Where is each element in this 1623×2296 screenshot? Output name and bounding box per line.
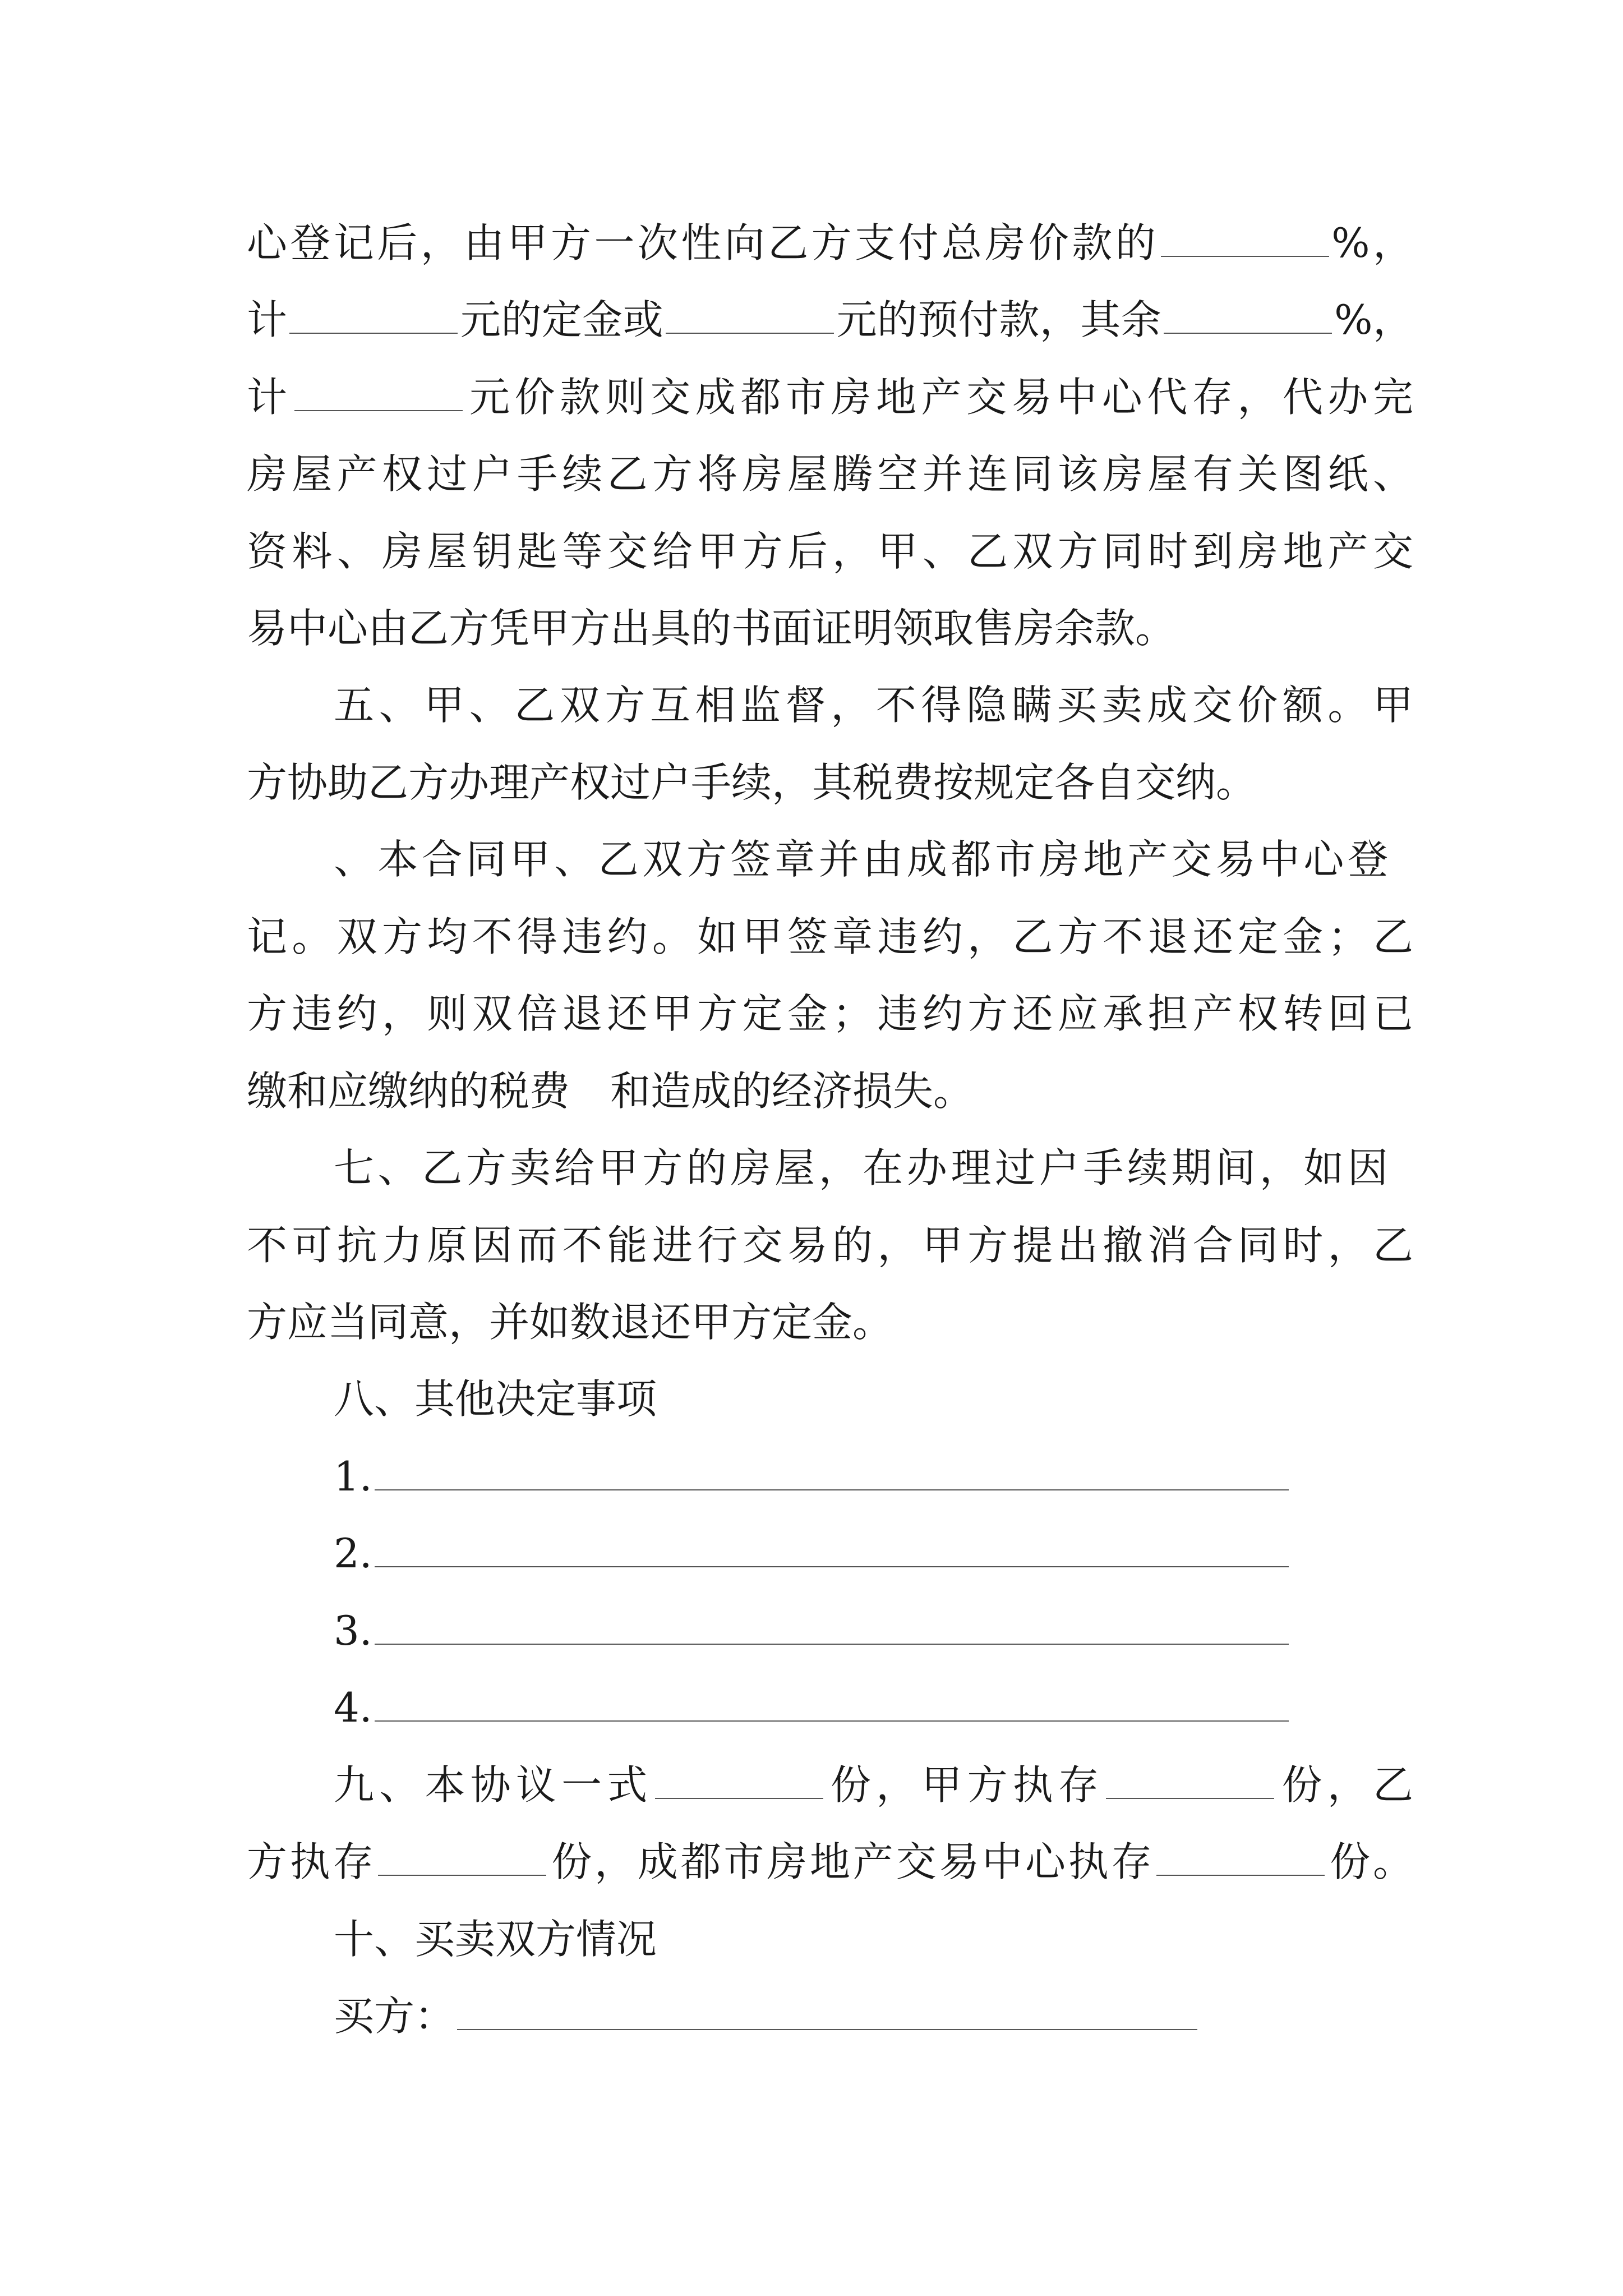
text-segment: 份，成都市房地产交易中心执存: [548, 1838, 1155, 1885]
paragraph-line: [247, 215, 1413, 271]
text-segment: 份。: [1327, 1838, 1413, 1885]
text-segment: 心登记后，由甲方一次性向乙方支付总房价款的: [247, 219, 1159, 266]
buyer-line: [334, 1988, 1200, 2044]
fill-blank: [289, 293, 458, 334]
list-item: [334, 1680, 1291, 1736]
fill-blank: [378, 1835, 546, 1876]
fill-blank: [1156, 1835, 1325, 1876]
paragraph-line: 方应当同意，并如数退还甲方定金。: [247, 1299, 893, 1346]
paragraph-line: 记。双方均不得违约。如甲签章违约，乙方不退还定金；乙: [247, 913, 1413, 960]
paragraph-line: [247, 369, 1413, 425]
list-number: 1.: [334, 1453, 372, 1500]
paragraph-line: 方协助乙方办理产权过户手续，其税费按规定各自交纳。: [247, 759, 1257, 806]
paragraph-line: 易中心由乙方凭甲方出具的书面证明领取售房余款。: [247, 605, 1176, 652]
text-segment: 计: [247, 374, 292, 421]
paragraph-line: 、本合同甲、乙双方签章并由成都市房地产交易中心登: [334, 836, 1388, 883]
list-number: 4.: [334, 1684, 372, 1731]
text-segment: 份，甲方执存: [825, 1761, 1104, 1809]
text-segment: 元的预付款，其余: [836, 296, 1162, 343]
text-segment: 方执存: [247, 1838, 376, 1885]
paragraph-line: 五、甲、乙双方互相监督，不得隐瞒买卖成交价额。甲: [334, 682, 1413, 729]
text-segment: 九、本协议一式: [334, 1761, 653, 1809]
paragraph-line: 资料、房屋钥匙等交给甲方后，甲、乙双方同时到房地产交: [247, 528, 1413, 575]
paragraph-line: 七、乙方卖给甲方的房屋，在办理过户手续期间，如因: [334, 1144, 1388, 1191]
list-number: 2.: [334, 1530, 372, 1577]
paragraph-line: [247, 292, 1413, 348]
paragraph-line: 方违约，则双倍退还甲方定金；违约方还应承担产权转回已: [247, 990, 1413, 1037]
paragraph-line: 房屋产权过户手续乙方将房屋腾空并连同该房屋有关图纸、: [247, 450, 1413, 498]
text-segment: 元的定金或: [460, 296, 664, 343]
list-item: [334, 1603, 1291, 1659]
text-segment: %，: [1331, 219, 1413, 266]
fill-blank: [457, 1990, 1197, 2030]
list-item: [334, 1525, 1291, 1581]
section-heading: 八、其他决定事项: [334, 1375, 657, 1423]
paragraph-line: 缴和应缴纳的税费 和造成的经济损失。: [247, 1068, 974, 1115]
list-number: 3.: [334, 1607, 372, 1654]
fill-blank: [375, 1527, 1289, 1567]
fill-blank: [375, 1604, 1289, 1645]
field-label: 买方：: [334, 1993, 455, 2040]
text-segment: 元价款则交成都市房地产交易中心代存，代办完: [464, 374, 1413, 421]
section-heading: 十、买卖双方情况: [334, 1916, 657, 1963]
paragraph-line: [247, 1834, 1413, 1890]
fill-blank: [375, 1450, 1289, 1490]
fill-blank: [1164, 293, 1332, 334]
fill-blank: [294, 371, 463, 411]
list-item: [334, 1448, 1291, 1504]
fill-blank: [375, 1681, 1289, 1722]
fill-blank: [666, 293, 834, 334]
fill-blank: [655, 1759, 823, 1799]
paragraph-line: [334, 1757, 1413, 1813]
text-segment: %，: [1334, 296, 1413, 343]
paragraph-line: 不可抗力原因而不能进行交易的，甲方提出撤消合同时，乙: [247, 1222, 1413, 1269]
fill-blank: [1106, 1759, 1274, 1799]
fill-blank: [1161, 217, 1329, 257]
text-segment: 计: [247, 296, 288, 343]
text-segment: 份，乙: [1276, 1761, 1413, 1809]
